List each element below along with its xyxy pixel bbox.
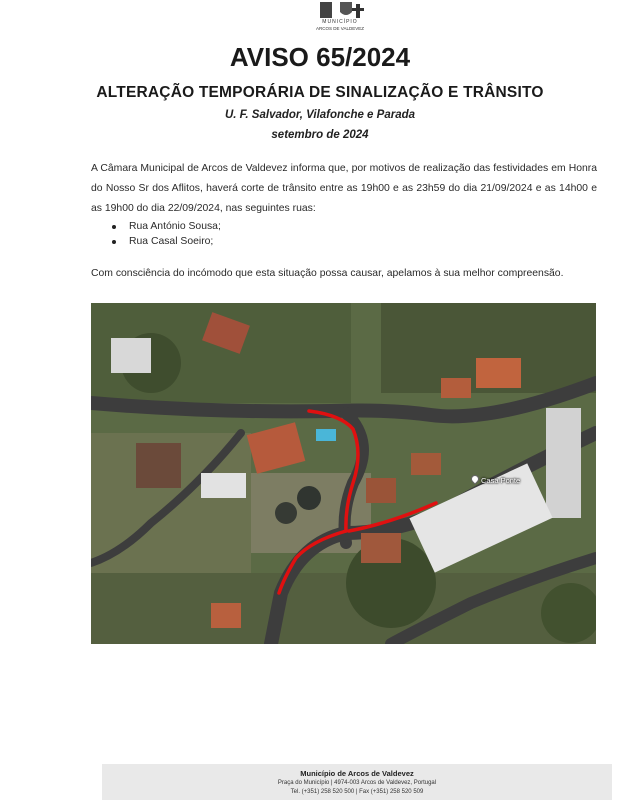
footer-contacts: Tel. (+351) 258 520 500 | Fax (+351) 258 520 509 <box>290 789 424 795</box>
footer-municipality: Município de Arcos de Valdevez <box>300 769 414 778</box>
notice-paragraph-1: A Câmara Municipal de Arcos de Valdevez informa que, por motivos de realização das festividades em Honra do Nosso Sr dos Aflitos, haverá corte de trânsito entre as 19h00 e as 23h59 do dia 21/09/2024 e as 14h00 e as 19h00 do dia 22/09/2024, nas seguintes ruas: <box>91 163 597 214</box>
notice-date: setembro de 2024 <box>271 129 369 141</box>
logo-text-name: ARCOS DE VALDEVEZ <box>316 26 364 31</box>
list-item <box>112 234 221 249</box>
street-name: Rua António Sousa; <box>129 221 221 232</box>
map-place-label: Casa Ponte <box>481 476 521 485</box>
footer-address: Praça do Município | 4974-003 Arcos de Valdevez, Portugal <box>277 780 437 786</box>
notice-location: U. F. Salvador, Vilafonche e Parada <box>224 109 416 121</box>
map-image <box>91 303 596 644</box>
bullet-icon <box>112 240 116 244</box>
logo-text-municipio: MUNICÍPIO <box>322 19 358 25</box>
satellite-map <box>91 303 596 644</box>
street-name: Rua Casal Soeiro; <box>129 236 214 247</box>
municipality-logo-icon <box>312 0 368 20</box>
bullet-icon <box>112 225 116 229</box>
notice-title: AVISO 65/2024 <box>229 42 411 72</box>
street-list <box>112 219 221 249</box>
list-item <box>112 219 221 234</box>
notice-paragraph-2: Com consciência do incómodo que esta situação possa causar, apelamos à sua melhor compreensão. <box>91 268 564 279</box>
notice-subtitle: ALTERAÇÃO TEMPORÁRIA DE SINALIZAÇÃO E TRÂNSITO <box>96 84 544 101</box>
municipality-logo <box>304 0 376 34</box>
page-footer <box>102 764 612 800</box>
